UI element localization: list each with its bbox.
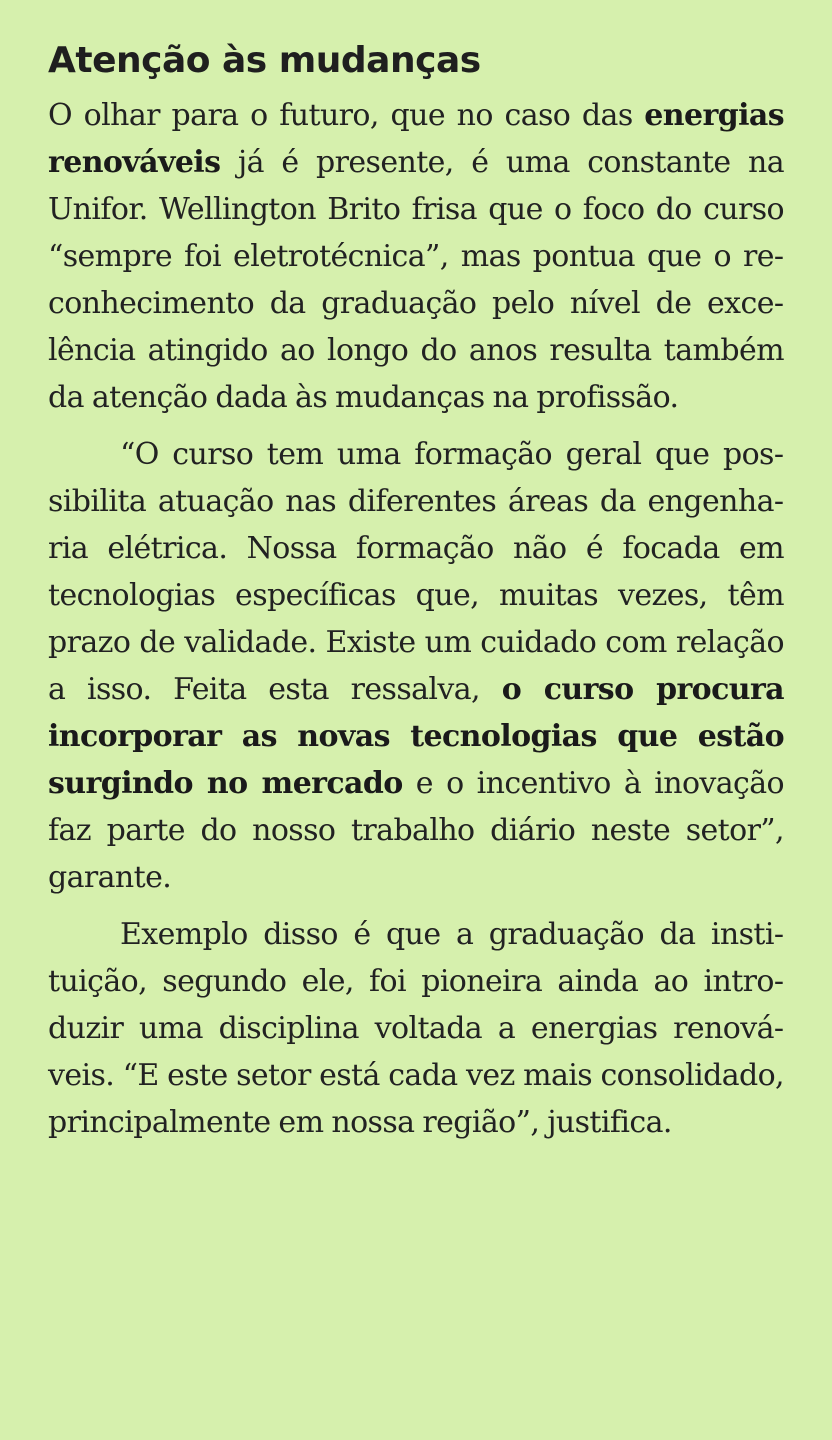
paragraph-text: e o incentivo à inovação faz parte do nosso trabalho diário neste setor”, garante. [48,766,784,895]
paragraph-text: O olhar para o futuro, que no caso das [48,98,645,133]
highlight-text: energias renováveis [48,98,784,180]
paragraph-text: Exemplo disso é que a graduação da instituição, segundo ele, foi pioneira ainda ao introduzir uma disciplina voltada a energias renováveis. “E este setor está cada vez mais consolidado, principalmente em nossa região”, justifica. [48,917,784,1140]
highlight-text: o curso procura incorporar as novas tecnologias que estão surgindo no mercado [48,672,784,801]
paragraph-text: já é presente, é uma constante na Unifor. Wellington Brito frisa que o foco do curso “sempre foi eletrotécnica”, mas pontua que o reconhecimento da graduação pelo nível de excelência atingido ao longo do anos resulta também da atenção dada às mudanças na profissão. [48,145,784,415]
paragraph-2 [48,431,784,901]
paragraph-3 [48,911,784,1146]
paragraph-1 [48,92,784,421]
article-title: Atenção às mudanças [48,40,481,81]
paragraph-text: “O curso tem uma formação geral que possibilita atuação nas diferentes áreas da engenharia elétrica. Nossa formação não é focada em tecnologias específicas que, muitas vezes, têm prazo de validade. Existe um cuidado com relação a isso. Feita esta ressalva, [48,437,784,707]
